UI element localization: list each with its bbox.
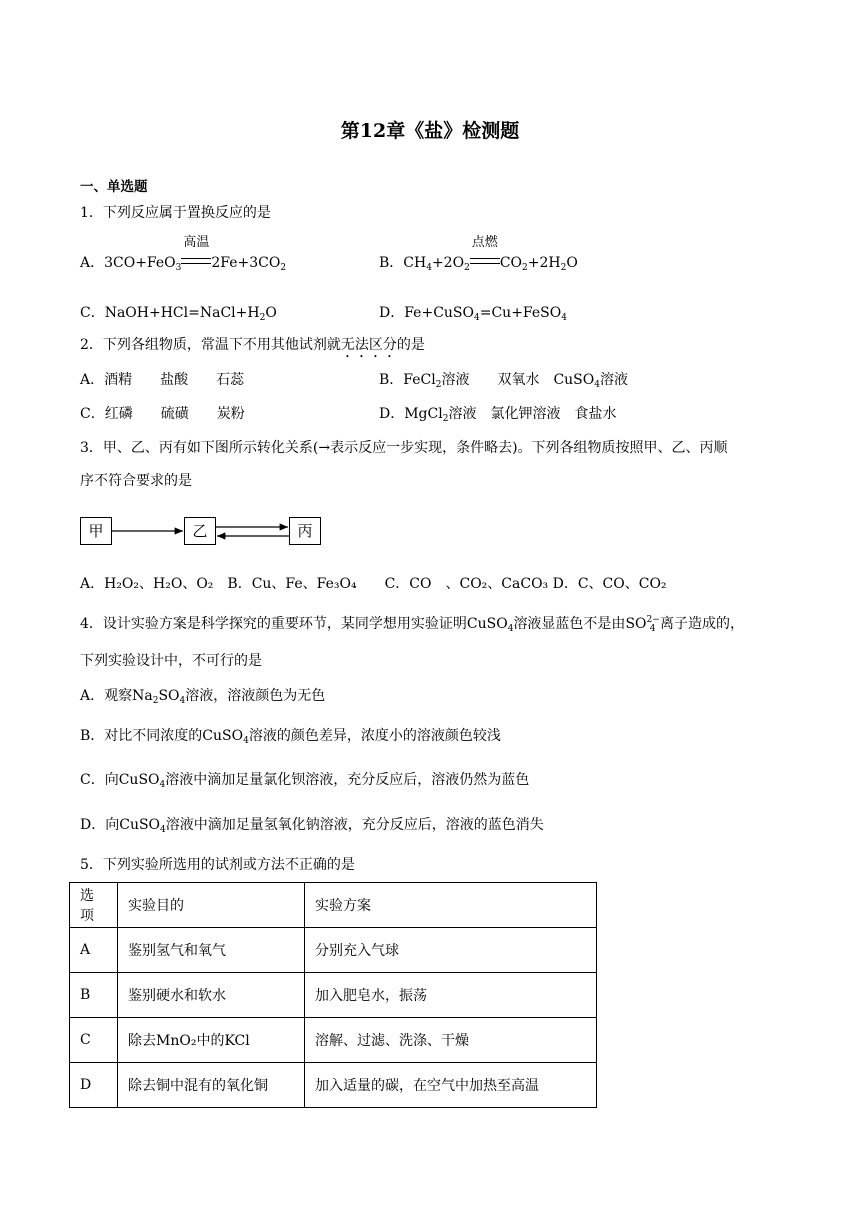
q3-stem-line1: 3．甲、乙、丙有如下图所示转化关系(→表示反应一步实现，条件略去)。下列各组物质按照甲、乙、丙顺 [80, 440, 728, 456]
q1-b-condition: 点燃 [471, 235, 498, 250]
table-row [70, 928, 597, 973]
q3-options: A．H₂O₂、H₂O、O₂ B．Cu、Fe、Fe₃O₄ C．CO 、CO₂、CaCO₃ D．C、CO、CO₂ [80, 576, 667, 592]
table-cell: 除去MnO₂中的KCl [118, 1018, 305, 1063]
q2-option-d: D．MgCl$_2$溶液 氯化钾溶液 食盐水 [379, 406, 617, 424]
node-yi: 乙 [184, 517, 216, 545]
q4-option-b: B．对比不同浓度的CuSO$_4$溶液的颜色差异，浓度小的溶液颜色较浅 [80, 728, 501, 746]
q3-diagram-arrows [0, 0, 860, 600]
table-cell: 加入适量的碳，在空气中加热至高温 [305, 1063, 597, 1108]
q2-option-c: C．红磷 硫磺 炭粉 [80, 406, 245, 422]
table-cell: B [70, 973, 118, 1018]
page-title: 第12章《盐》检测题 [340, 120, 520, 142]
q4-option-c: C．向CuSO$_4$溶液中滴加足量氯化钡溶液，充分反应后，溶液仍然为蓝色 [80, 772, 530, 790]
q1-option-c: C．$NaOH+HCl=NaCl+H_2O$ [80, 305, 277, 323]
q1-option-d: D．Fe+CuSO$_4$=Cu+FeSO$_4$ [379, 305, 567, 323]
table-cell: 鉴别硬水和软水 [118, 973, 305, 1018]
q2-emphasis: 无法区分 [340, 337, 397, 353]
section-heading: 一、单选题 [80, 179, 148, 195]
table-cell: 除去铜中混有的氧化铜 [118, 1063, 305, 1108]
q4-option-d: D．向CuSO$_4$溶液中滴加足量氢氧化钠溶液，充分反应后，溶液的蓝色消失 [80, 817, 544, 835]
table-cell: 鉴别氢气和氧气 [118, 928, 305, 973]
q5-table [69, 882, 597, 1108]
q2-option-b: B．FeCl$_2$溶液 双氧水 CuSO$_4$溶液 [379, 372, 628, 390]
header-cell: 实验方案 [305, 883, 597, 928]
table-cell: 分别充入气球 [305, 928, 597, 973]
node-jia: 甲 [80, 517, 112, 545]
table-cell: 溶解、过滤、洗涤、干燥 [305, 1018, 597, 1063]
table-cell: A [70, 928, 118, 973]
table-cell: C [70, 1018, 118, 1063]
q4-stem-line2: 下列实验设计中，不可行的是 [80, 653, 262, 669]
q2-stem: 2．下列各组物质，常温下不用其他试剂就无法区分的是 [80, 337, 425, 353]
header-cell: 选项 [70, 883, 118, 928]
table-row [70, 1018, 597, 1063]
q4-option-a: A．观察$Na_2SO_4$溶液，溶液颜色为无色 [80, 688, 326, 706]
table-row [70, 973, 597, 1018]
table-cell: 加入肥皂水，振荡 [305, 973, 597, 1018]
table-cell: D [70, 1063, 118, 1108]
q1-option-b: B．$CH_4+2O_2$ 点燃 $CO_2+2H_2O$ [379, 235, 578, 273]
header-cell: 实验目的 [118, 883, 305, 928]
table-row [70, 1063, 597, 1108]
q1-a-condition: 高温 [183, 235, 210, 250]
q3-stem-line2: 序不符合要求的是 [80, 473, 192, 489]
q5-stem: 5．下列实验所选用的试剂或方法不正确的是 [80, 857, 355, 873]
q1-stem: 1．下列反应属于置换反应的是 [80, 205, 271, 221]
table-header-row [70, 883, 597, 928]
q2-option-a: A．酒精 盐酸 石蕊 [80, 372, 245, 388]
node-bing: 丙 [289, 517, 321, 545]
q1-option-a: A．3CO+FeO$_3$ 高温 $2Fe+3CO_2$ [80, 235, 287, 273]
q4-stem: 4．设计实验方案是科学探究的重要环节，某同学想用实验证明CuSO$_4$溶液显蓝色不是由$SO^{2-}_4$ 离子造成的， [80, 615, 744, 634]
